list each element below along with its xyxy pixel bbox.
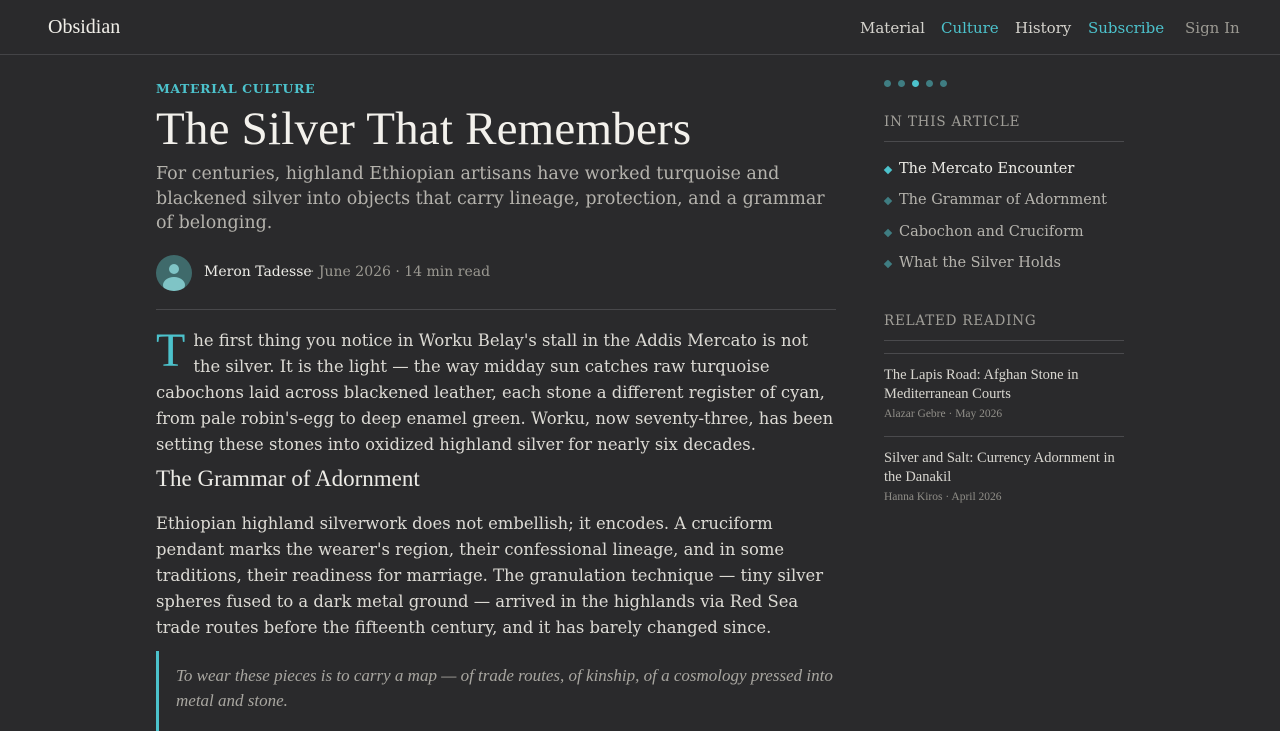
paragraph-intro-text: he first thing you notice in Worku Belay's stall in the Addis Mercato is not the silver. It is the light — the way midday sun catches raw turquoise cabochons laid across blackened leather, each stone a different register of cyan, from pale robin's-egg to deep enamel green. Worku, now seventy-three, has been setting these stones into oxidized highland silver for nearly six decades. — [156, 331, 834, 454]
progress-dot — [940, 80, 947, 87]
diamond-bullet-icon — [884, 197, 892, 205]
diamond-bullet-icon — [884, 229, 892, 237]
site-logo[interactable]: Obsidian — [48, 16, 121, 38]
section-heading: The Grammar of Adornment — [156, 466, 420, 491]
divider — [884, 340, 1124, 341]
related-article[interactable] — [884, 366, 1124, 420]
divider — [884, 141, 1124, 142]
related-article-meta: Alazar Gebre · May 2026 — [884, 408, 1003, 420]
related-article-title: The Lapis Road: Afghan Stone in Mediterranean Courts — [884, 367, 1079, 402]
diamond-bullet-icon — [884, 166, 892, 174]
toc-item-label: What the Silver Holds — [899, 255, 1061, 271]
author-avatar[interactable] — [156, 255, 192, 291]
sign-in-link[interactable]: Sign In — [1185, 19, 1240, 37]
article-meta: · June 2026 · 14 min read — [310, 264, 491, 280]
byline — [156, 255, 836, 291]
drop-cap: T — [156, 324, 186, 377]
nav-link-material[interactable]: Material — [860, 19, 925, 37]
toc-item-grammar-of-adornment[interactable] — [884, 192, 1124, 214]
toc-item-label: The Grammar of Adornment — [899, 192, 1107, 208]
article-category[interactable]: MATERIAL CULTURE — [156, 81, 316, 96]
article-title: The Silver That Remembers — [156, 103, 692, 155]
nav-link-subscribe[interactable]: Subscribe — [1088, 19, 1165, 37]
toc-item-label: Cabochon and Cruciform — [899, 224, 1084, 240]
nav-link-history[interactable]: History — [1015, 19, 1072, 37]
article-dek: For centuries, highland Ethiopian artisans have worked turquoise and blackened silver into objects that carry lineage, protection, and a grammar of belonging. — [156, 164, 825, 233]
progress-dot — [912, 80, 919, 87]
top-navigation-bar — [0, 0, 1280, 55]
toc-heading: IN THIS ARTICLE — [884, 114, 1021, 130]
toc-item-mercato-encounter[interactable] — [884, 161, 1124, 183]
progress-dot — [898, 80, 905, 87]
progress-dot — [926, 80, 933, 87]
toc-item-cabochon-cruciform[interactable] — [884, 224, 1124, 246]
toc-item-what-silver-holds[interactable] — [884, 255, 1124, 277]
nav-link-culture[interactable]: Culture — [941, 19, 999, 37]
related-heading: RELATED READING — [884, 313, 1037, 329]
related-article[interactable] — [884, 449, 1124, 503]
related-article-meta: Hanna Kiros · April 2026 — [884, 491, 1002, 503]
author-name[interactable]: Meron Tadesse — [204, 264, 312, 280]
pull-quote — [156, 651, 836, 731]
divider — [884, 353, 1124, 354]
toc-item-label: The Mercato Encounter — [899, 161, 1075, 177]
progress-dot — [884, 80, 891, 87]
person-icon — [156, 255, 192, 291]
pull-quote-text: To wear these pieces is to carry a map — of trade routes, of kinship, of a cosmology pressed into metal and stone. — [176, 666, 833, 710]
paragraph: Ethiopian highland silverwork does not embellish; it encodes. A cruciform pendant marks the wearer's region, their confessional lineage, and in some traditions, their readiness for marriage. The granulation technique — tiny silver spheres fused to a dark metal ground — arrived in the highlands via Red Sea trade routes before the fifteenth century, and it has barely changed since. — [156, 514, 824, 637]
related-article-title: Silver and Salt: Currency Adornment in the Danakil — [884, 450, 1115, 485]
paragraph-intro — [156, 324, 836, 458]
diamond-bullet-icon — [884, 260, 892, 268]
divider — [884, 436, 1124, 437]
divider — [156, 309, 836, 310]
